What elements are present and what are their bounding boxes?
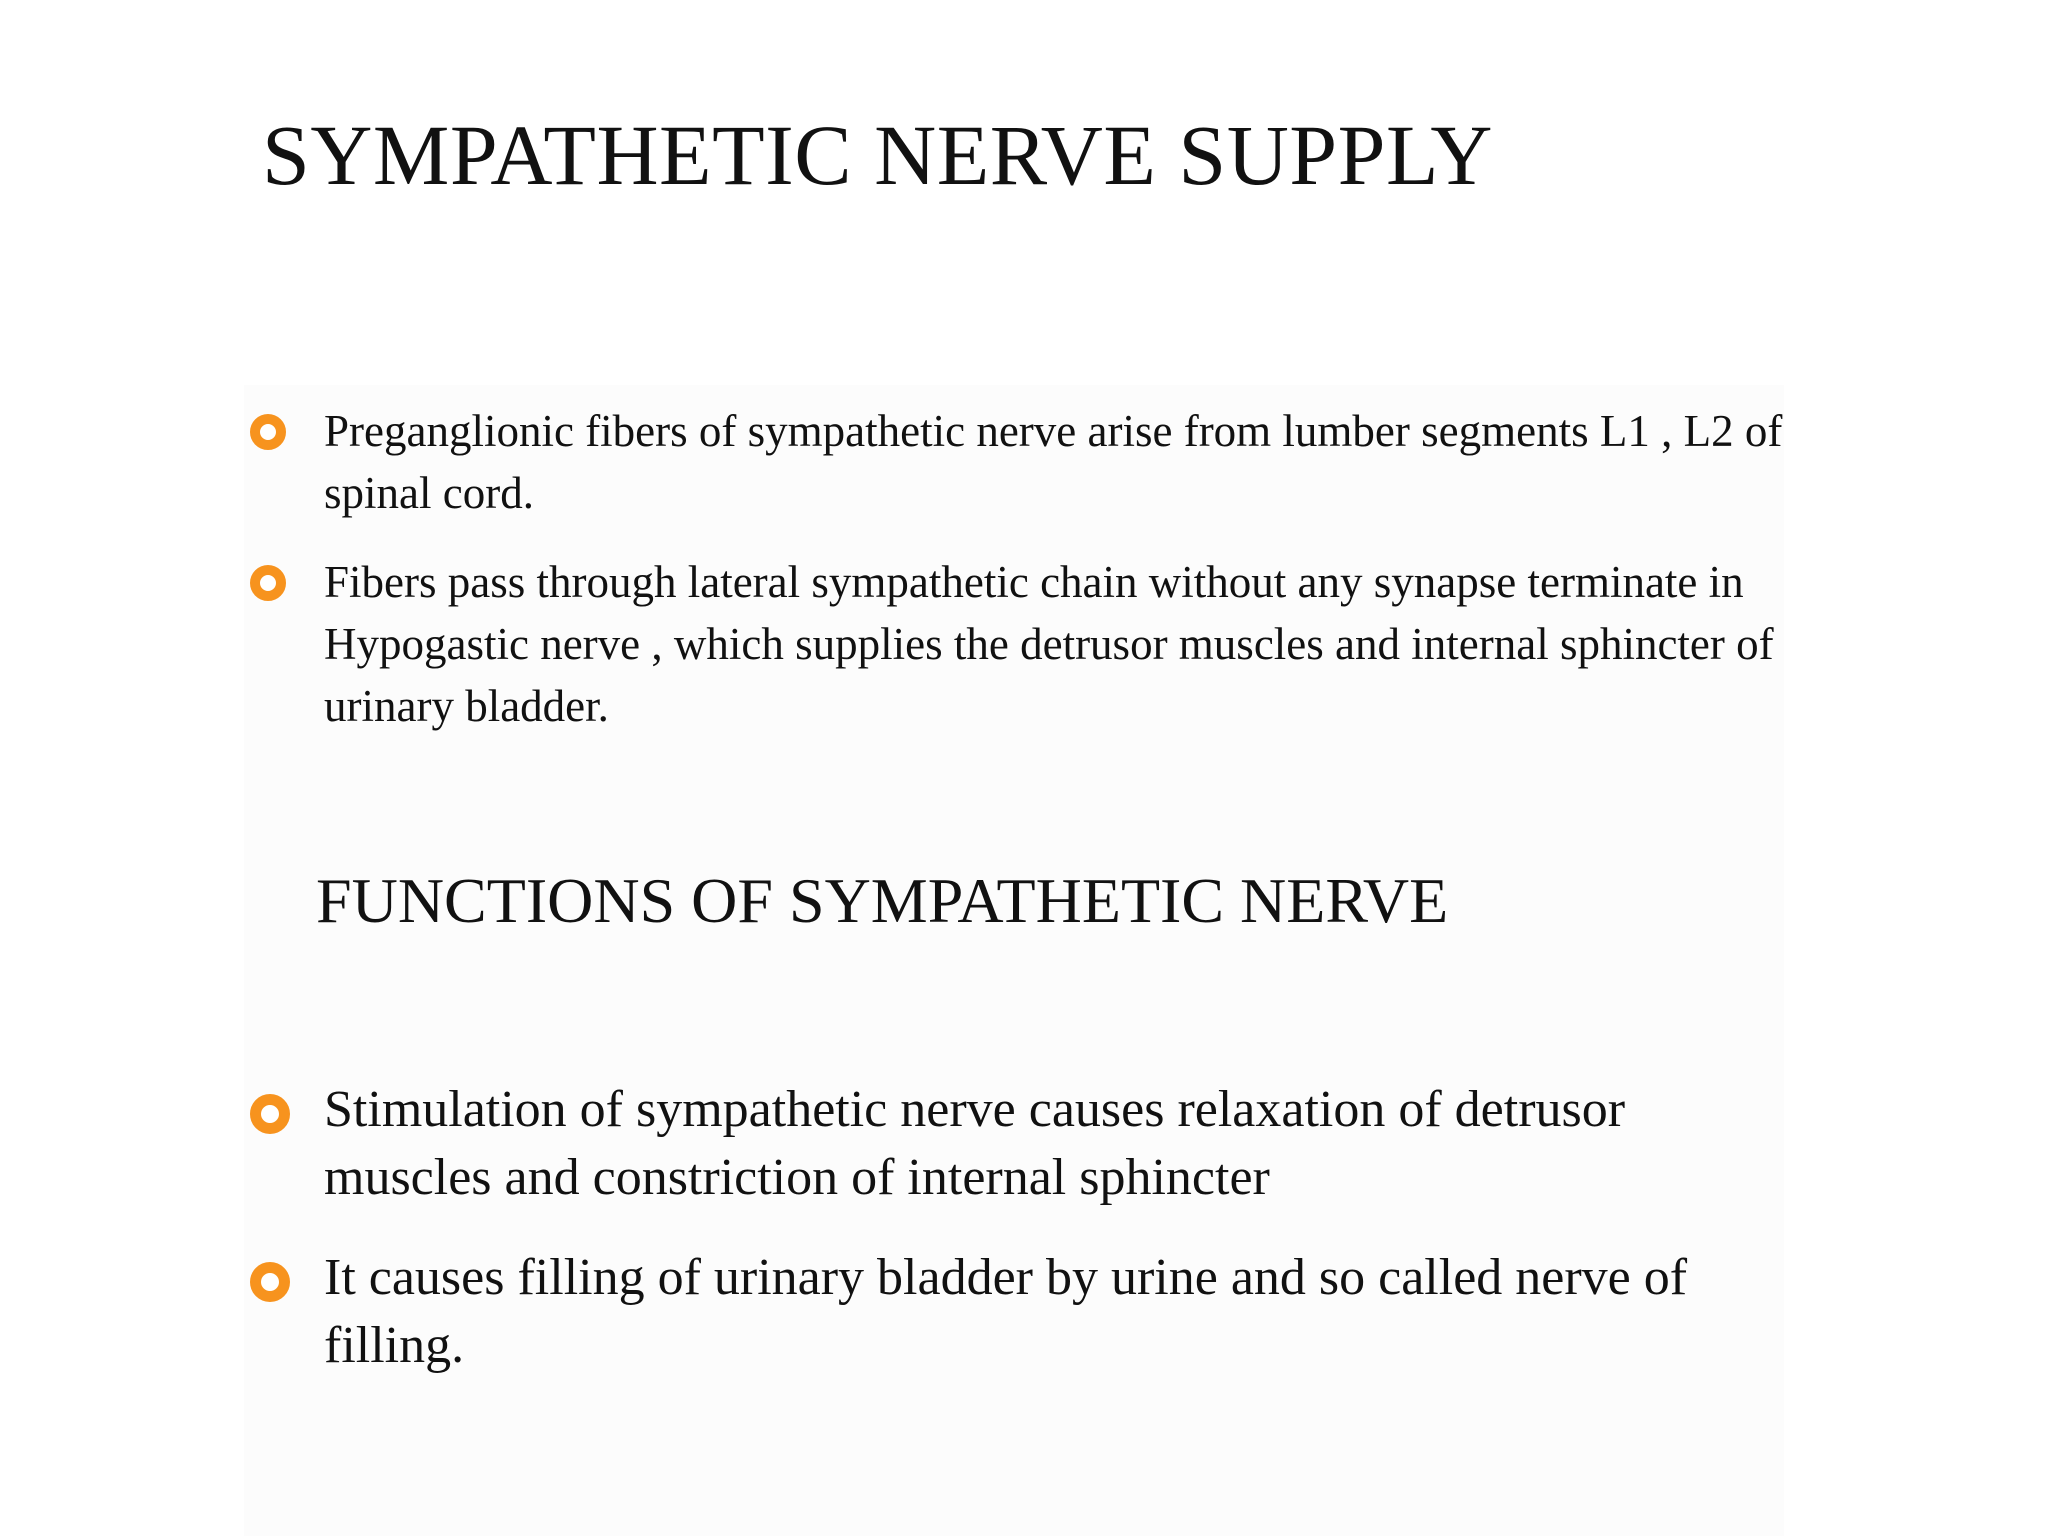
orange-ring-bullet-icon [250,1094,290,1134]
orange-ring-bullet-icon [250,565,286,601]
bullet-item [250,1076,1790,1212]
bullet-item [250,551,1790,737]
slide-title: SYMPATHETIC NERVE SUPPLY [262,107,1493,203]
orange-ring-bullet-icon [250,1262,290,1302]
bullet-item [250,1244,1790,1380]
bullet-text: Preganglionic fibers of sympathetic nerve arise from lumber segments L1 , L2 of spinal cord. [324,406,1783,518]
bullet-item [250,400,1790,524]
bullet-text: It causes filling of urinary bladder by urine and so called nerve of filling. [324,1249,1688,1374]
functions-section-title: FUNCTIONS OF SYMPATHETIC NERVE [316,865,1449,936]
orange-ring-bullet-icon [250,414,286,450]
functions-bullet-list [250,1076,1790,1412]
supply-bullet-list [250,400,1790,764]
bullet-text: Fibers pass through lateral sympathetic chain without any synapse terminate in Hypogastic nerve , which supplies the detrusor muscles and internal sphincter of urinary bladder. [324,557,1774,731]
bullet-text: Stimulation of sympathetic nerve causes relaxation of detrusor muscles and constriction of internal sphincter [324,1081,1626,1206]
